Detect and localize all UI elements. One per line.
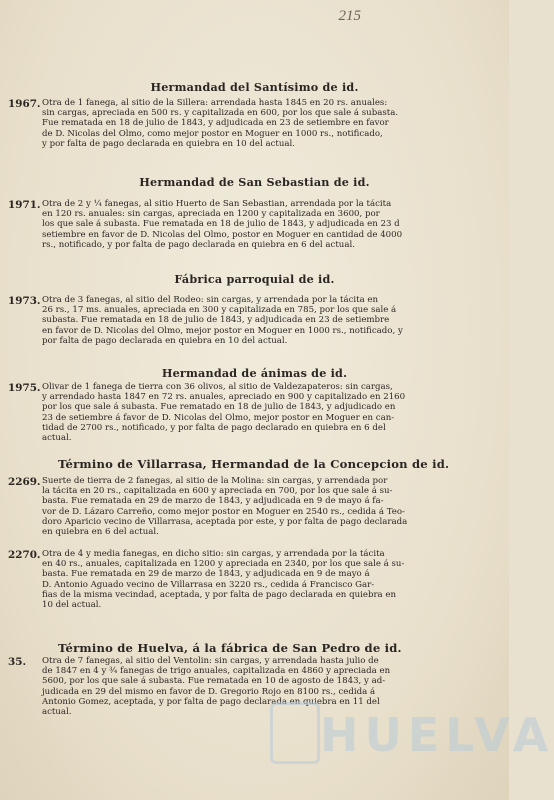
entry-line: sin cargas, apreciada en 500 rs. y capitalizada en 600, por los que sale á subasta. [42,108,399,119]
entry-line: basta. Fue rematada en 29 de marzo de 1843, y adjudicada en 9 de mayo á [42,569,370,580]
entry-text [42,295,490,346]
entry-line: por los que sale á subasta. Fue rematado en 18 de julio de 1843, y adjudicado en [42,402,396,413]
archive-seal-icon [270,702,320,764]
entry-line: D. Antonio Aguado vecino de Villarrasa en 3220 rs., cedida á Francisco Gar- [42,579,375,590]
entry-text [42,476,490,537]
entry-text [42,199,490,250]
entry-line: en 40 rs., anuales, capitalizada en 1200 y apreciada en 2340, por los que sale á su- [42,559,405,570]
entry-line: Otra de 7 fanegas, al sitio del Ventolin: sin cargas, y arrendada hasta julio de [42,656,379,666]
entry-number: 35. [8,656,27,668]
entry-line: en favor de D. Nicolas del Olmo, mejor postor en Moguer en 1000 rs., notificado, y [42,325,403,336]
entry-line: 10 del actual. [42,600,102,611]
section-heading: Término de Villarrasa, Hermandad de la Concepcion de id. [58,457,450,471]
entry-line: y arrendado hasta 1847 en 72 rs. anuales, apreciado en 900 y capitalizado en 2160 [42,392,406,403]
entry-line: setiembre en favor de D. Nicolas del Olmo, postor en Moguer en cantidad de 4000 [42,229,403,240]
entry-line: actual. [42,707,72,718]
entry-number: 2270. [8,549,41,561]
entry-number: 1973. [8,295,41,307]
entry-line: Olivar de 1 fanega de tierra con 36 olivos, al sitio de Valdezapateros: sin cargas, [42,382,393,392]
entry-number: 2269. [8,476,41,488]
entry-line: 5600, por los que sale á subasta. Fue rematada en 10 de agosto de 1843, y ad- [42,676,386,687]
entry-number: 1975. [8,382,41,394]
section-heading: Término de Huelva, á la fábrica de San Pedro de id. [58,641,402,655]
folio-number: 215 [338,8,361,24]
entry-line: Antonio Gomez, aceptada, y por falta de pago declarada en quiebra en 11 del [42,696,380,707]
entry-line: doro Aparicio vecino de Villarrasa, aceptada por este, y por falta de pago declarada [42,516,408,527]
entry-line: la tácita en 20 rs., capitalizada en 600 y apreciada en 700, por los que sale á su- [42,486,393,497]
entry-line: y por falta de pago declarada en quiebra en 10 del actual. [42,138,295,149]
entry-line: en quiebra en 6 del actual. [42,527,159,538]
entry-line: rs., notificado, y por falta de pago declarada en quiebra en 6 del actual. [42,239,355,250]
entry-line: Otra de 3 fanegas, al sitio del Rodeo: sin cargas, y arrendada por la tácita en [42,295,379,305]
entry-line: actual. [42,433,72,444]
archive-watermark: HUELVA [320,708,554,762]
entry-line: 26 rs., 17 ms. anuales, apreciada en 300 y capitalizada en 785, por los que sale á [42,305,397,316]
section-heading: Hermandad de ánimas de id. [161,366,348,380]
entry-line: los que sale á subasta. Fue rematada en 18 de julio de 1843, y adjudicada en 23 d [42,219,400,230]
entry-line: fias de la misma vecindad, aceptada, y por falta de pago declarada en quiebra en [42,589,397,600]
entry-line: Otra de 1 fanega, al sitio de la Sillera: arrendada hasta 1845 en 20 rs. anuales: [42,98,388,108]
entry-line: de 1847 en 4 y ¾ fanegas de trigo anuales, capitalizada en 4860 y apreciada en [42,666,391,677]
entry-line: por falta de pago declarada en quiebra en 10 del actual. [42,335,288,346]
entry-text [42,382,490,443]
entry-text [42,98,490,149]
entry-number: 1967. [8,98,41,110]
entry-line: Suerte de tierra de 2 fanegas, al sitio de la Molina: sin cargas, y arrendada por [42,476,388,486]
entry-line: tidad de 2700 rs., notificado, y por falta de pago declarado en quiebra en 6 del [42,422,386,433]
section-heading: Hermandad del Santísimo de id. [150,80,359,94]
entry-number: 1971. [8,199,41,211]
section-heading: Hermandad de San Sebastian de id. [139,175,370,189]
entry-text [42,549,490,610]
entry-line: Fue rematada en 18 de julio de 1843, y adjudicada en 23 de setiembre en favor [42,118,389,129]
entry-line: basta. Fue rematada en 29 de marzo de 1843, y adjudicada en 9 de mayo á fa- [42,496,384,507]
entry-line: subasta. Fue rematada en 18 de julio de 1843, y adjudicada en 23 de setiembre [42,315,390,326]
entry-line: judicada en 29 del mismo en favor de D. Gregorio Rojo en 8100 rs., cedida á [42,686,376,697]
entry-line: Otra de 4 y media fanegas, en dicho sitio: sin cargas, y arrendada por la tácita [42,549,385,559]
entry-line: 23 de setiembre á favor de D. Nicolas del Olmo, mejor postor en Moguer en can- [42,412,395,423]
entry-line: Otra de 2 y ¼ fanegas, al sitio Huerto de San Sebastian, arrendada por la tácita [42,199,392,209]
entry-line: vor de D. Lázaro Carreño, como mejor postor en Moguer en 2540 rs., cedida á Teo- [42,506,405,517]
section-heading: Fábrica parroquial de id. [174,272,335,286]
entry-line: en 120 rs. anuales: sin cargas, apreciada en 1200 y capitalizada en 3600, por [42,209,380,220]
entry-line: de D. Nicolas del Olmo, como mejor postor en Moguer en 1000 rs., notificado, [42,128,383,139]
